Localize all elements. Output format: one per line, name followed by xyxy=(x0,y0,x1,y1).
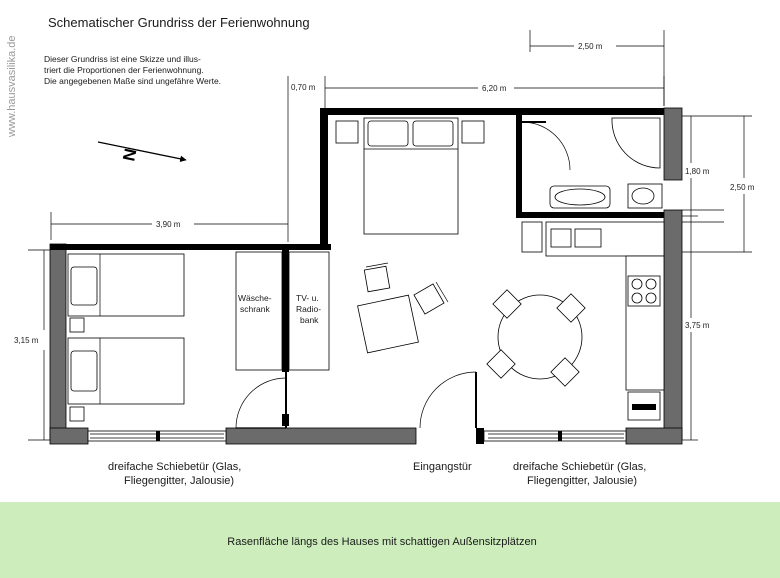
double-bed xyxy=(364,118,458,234)
dim-top-short-label: 0,70 m xyxy=(291,83,316,92)
dim-right-lower-label: 3,75 m xyxy=(685,321,710,330)
dining-table xyxy=(487,290,585,386)
nightstand-main-right xyxy=(462,121,484,143)
north-label: N xyxy=(119,146,141,163)
door-swing-left-room xyxy=(236,372,286,428)
note-line-2: triert die Proportionen der Ferienwohnung. xyxy=(44,65,204,75)
dim-top-right-label: 2,50 m xyxy=(578,42,603,51)
shower xyxy=(612,118,660,168)
tv-label-2: Radio- xyxy=(296,304,322,314)
wardrobe-label-2: schrank xyxy=(240,304,270,314)
bed-upper xyxy=(68,254,184,316)
bed-lower xyxy=(68,338,184,404)
page-title: Schematischer Grundriss der Ferienwohnung xyxy=(48,15,310,30)
tv-label-3: bank xyxy=(300,315,319,325)
wardrobe-label-1: Wäsche- xyxy=(238,293,272,303)
door-left-label-1: dreifache Schiebetür (Glas, xyxy=(108,461,242,473)
north-arrow-icon xyxy=(98,142,186,163)
lawn-label: Rasenfläche längs des Hauses mit schattigen Außensitzplätzen xyxy=(227,536,537,548)
nightstand-bottom xyxy=(70,407,84,421)
sliding-door-left xyxy=(88,431,226,441)
dim-left-height xyxy=(14,250,50,440)
door-swing-entrance xyxy=(420,372,476,428)
door-swing-bathroom xyxy=(522,122,570,170)
chair-2 xyxy=(414,282,448,314)
dim-right-bath-label: 1,80 m xyxy=(685,167,710,176)
bathtub-sink xyxy=(550,186,610,208)
small-table xyxy=(358,295,419,353)
chair-1 xyxy=(364,263,389,292)
sliding-door-right xyxy=(484,431,626,441)
dim-left-height-label: 3,15 m xyxy=(14,336,39,345)
watermark: www.hausvasilika.de xyxy=(6,35,18,137)
dim-right-outer-label: 2,50 m xyxy=(730,183,755,192)
nightstand-main-left xyxy=(336,121,358,143)
dim-top-main-label: 6,20 m xyxy=(482,84,507,93)
dim-top-right xyxy=(530,30,664,106)
note-line-3: Die angegebenen Maße sind ungefähre Werte. xyxy=(44,76,222,86)
dim-left-width xyxy=(51,212,288,240)
dim-left-width-label: 3,90 m xyxy=(156,220,181,229)
note-line-1: Dieser Grundriss ist eine Skizze und illus- xyxy=(44,54,201,64)
toilet xyxy=(628,184,662,208)
dim-right xyxy=(682,116,755,440)
tv-label-1: TV- u. xyxy=(296,293,319,303)
door-right-label-2: Fliegengitter, Jalousie) xyxy=(527,475,638,487)
nightstand-top xyxy=(70,318,84,332)
entrance-label: Eingangstür xyxy=(413,461,472,473)
door-right-label-1: dreifache Schiebetür (Glas, xyxy=(513,461,647,473)
door-left-label-2: Fliegengitter, Jalousie) xyxy=(124,475,235,487)
